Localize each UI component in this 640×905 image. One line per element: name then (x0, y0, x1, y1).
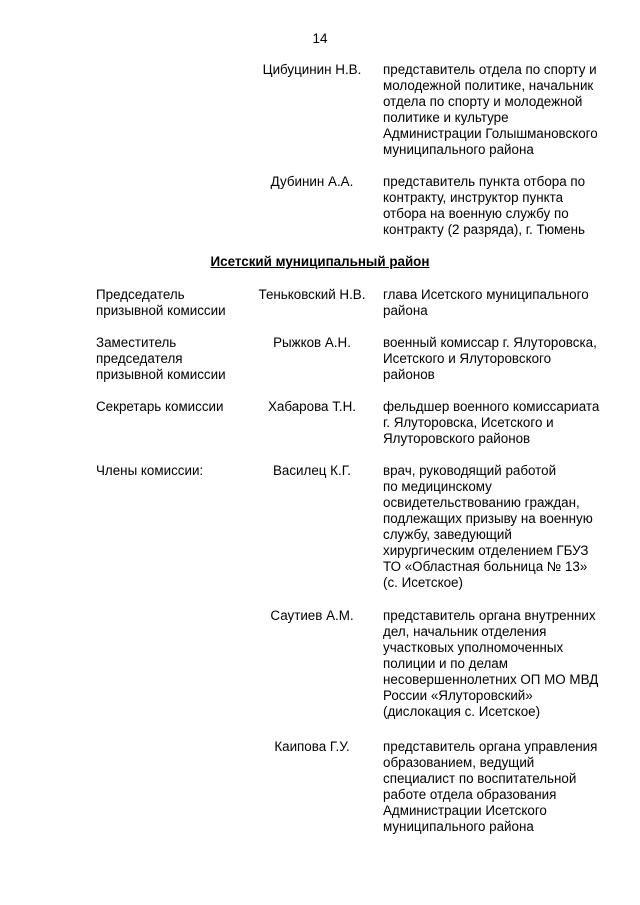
member-description: представитель пункта отбора по контракту, инструктор пункта отбора на военную службу по контракту (2 разряда), г. Тюмень (383, 174, 586, 237)
member-name: Дубинин А.А. (270, 174, 354, 189)
member-role: Секретарь комиссии (96, 399, 224, 414)
member-name: Рыжков А.Н. (273, 335, 351, 350)
member-role: Заместитель председателя призывной комиссии (96, 335, 226, 382)
member-role: Председатель призывной комиссии (96, 287, 226, 318)
member-name: Василец К.Г. (272, 463, 352, 478)
member-description: врач, руководящий работой по медицинскому освидетельствованию граждан, подлежащих призыву на военную службу, заведующий хирургическим отделением ГБУЗ ТО «Областная больница № 13» (с. Исетское) (383, 463, 593, 590)
member-description: глава Исетского муниципального района (383, 287, 589, 318)
section-title: Исетский муниципальный район (210, 254, 430, 269)
page-number: 14 (312, 31, 328, 46)
member-description: представитель органа управления образованием, ведущий специалист по воспитательной работе отдела образования Администрации Исетского муниципального района (383, 739, 598, 834)
member-name: Теньковский Н.В. (258, 287, 366, 302)
member-name: Каипова Г.У. (274, 739, 350, 754)
member-description: фельдшер военного комиссариата г. Ялуторовска, Исетского и Ялуторовского районов (383, 399, 600, 446)
member-name: Хабарова Т.Н. (267, 399, 357, 414)
member-role: Члены комиссии: (96, 463, 204, 478)
member-description: представитель органа внутренних дел, начальник отделения участковых уполномоченных полиции и по делам несовершеннолетних ОП МО МВД России «Ялуторовский» (дислокация с. Исетское) (383, 608, 599, 719)
member-description: военный комиссар г. Ялуторовска, Исетского и Ялуторовского районов (383, 335, 597, 382)
member-name: Цибуцинин Н.В. (262, 62, 362, 77)
member-description: представитель отдела по спорту и молодежной политике, начальник отдела по спорту и молодежной политике и культуре Администрации Голышмановского муниципального района (383, 62, 598, 157)
member-name: Саутиев А.М. (270, 608, 354, 623)
